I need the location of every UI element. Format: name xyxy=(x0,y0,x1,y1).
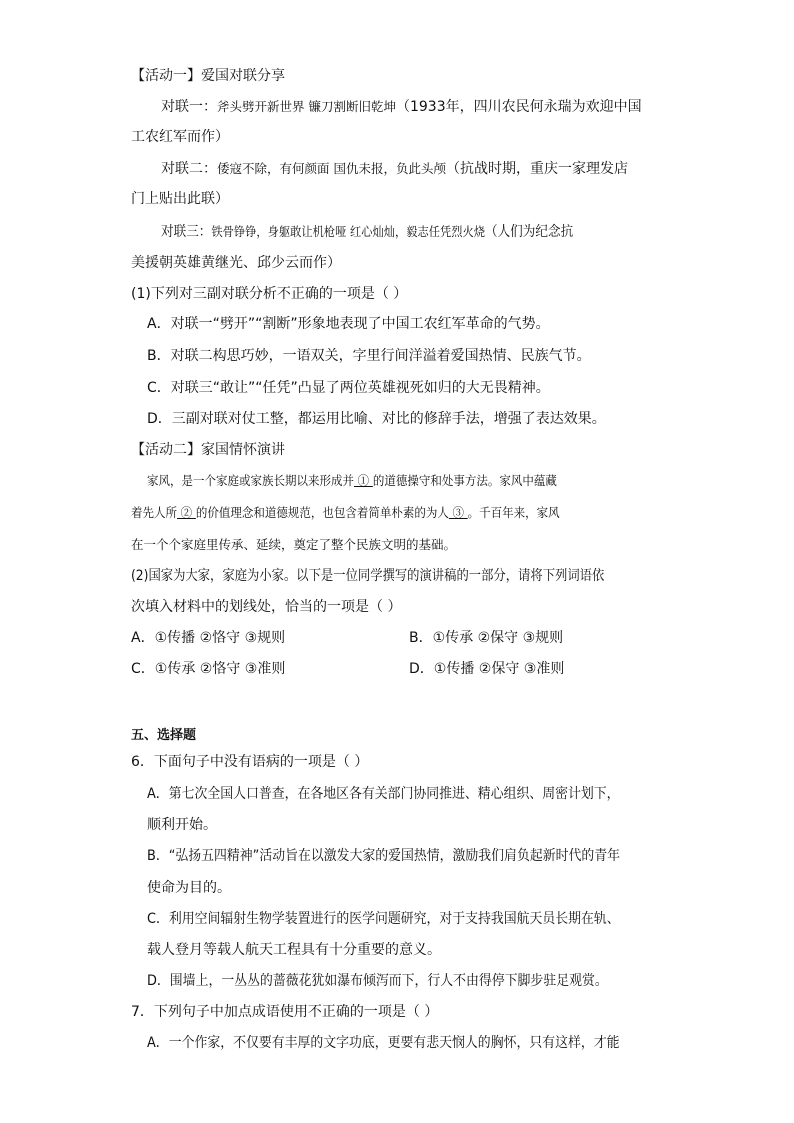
blank-3: ③ xyxy=(448,505,468,520)
activity2-heading: 【活动二】家国情怀演讲 xyxy=(131,442,285,458)
couplet1-line1 xyxy=(161,97,642,117)
couplet1-label: 对联一： xyxy=(161,99,217,115)
question2-stem-a: (2)国家为大家，家庭为小家。以下是一位同学撰写的演讲稿的一部分，请将下列词语依 xyxy=(131,568,605,584)
question6-option-a-line1: A．第七次全国人口普查，在各地区各有关部门协同推进、精心组织、周密计划下， xyxy=(147,786,620,802)
question6-option-b-line2: 使命为目的。 xyxy=(147,880,231,896)
question2-stem-b: 次填入材料中的划线处，恰当的一项是（ ） xyxy=(131,599,402,615)
couplet3-note-a: （人们为纪念抗 xyxy=(484,224,574,240)
couplet2-note-b: 门上贴出此联） xyxy=(131,191,229,207)
blank-2: ② xyxy=(177,505,196,520)
couplet2-line1 xyxy=(161,159,628,179)
couplet3-text: 铁骨铮铮，身躯敢让机枪哑 红心灿灿，毅志任凭烈火烧 xyxy=(211,224,485,239)
question2-option-b: B．①传承 ②保守 ③规则 xyxy=(409,630,564,646)
couplet2-label: 对联二： xyxy=(161,161,217,177)
couplet2-text: 倭寇不除，有何颜面 国仇未报，负此头颅 xyxy=(217,161,446,176)
question6-option-c-line1: C．利用空间辐射生物学装置进行的医学问题研究，对于支持我国航天员长期在轨、 xyxy=(147,911,620,927)
passage-line1: 家风，是一个家庭或家族长期以来形成并 ① 的道德操守和处事方法。家风中蕴藏 xyxy=(147,473,557,488)
question1-option-d: D．三副对联对仗工整，都运用比喻、对比的修辞手法，增强了表达效果。 xyxy=(147,411,606,427)
question6-option-a-line2: 顺利开始。 xyxy=(147,817,217,833)
question1-option-b: B．对联二构思巧妙，一语双关，字里行间洋溢着爱国热情、民族气节。 xyxy=(147,348,591,364)
question7-stem: 7．下列句子中加点成语使用不正确的一项是（ ） xyxy=(131,1004,439,1020)
question7-option-a-line1: A．一个作家，不仅要有丰厚的文字功底，更要有悲天悯人的胸怀，只有这样，才能 xyxy=(147,1035,620,1051)
question2-option-d: D．①传播 ②保守 ③准则 xyxy=(409,661,565,677)
couplet1-note-b: 工农红军而作） xyxy=(131,129,229,145)
couplet1-text: 斧头劈开新世界 镰刀割断旧乾坤 xyxy=(217,99,396,114)
couplet2-note-a: （抗战时期，重庆一家理发店 xyxy=(445,161,628,177)
question2-option-a: A．①传播 ②恪守 ③规则 xyxy=(131,630,286,646)
passage-line3: 在一个个家庭里传承、延续，奠定了整个民族文明的基础。 xyxy=(131,537,457,552)
question6-option-d: D．围墙上，一丛丛的蔷薇花犹如瀑布倾泻而下，行人不由得停下脚步驻足观赏。 xyxy=(147,973,608,989)
question2-option-c: C．①传承 ②恪守 ③准则 xyxy=(131,661,286,677)
blank-1: ① xyxy=(354,473,373,488)
question1-option-c: C．对联三“敢让”“任凭”凸显了两位英雄视死如归的大无畏精神。 xyxy=(147,380,550,396)
question1-option-a: A．对联一“劈开”“割断”形象地表现了中国工农红军革命的气势。 xyxy=(147,316,550,332)
section5-title: 五、选择题 xyxy=(131,728,197,743)
activity1-heading: 【活动一】爱国对联分享 xyxy=(131,68,285,84)
couplet3-note-b: 美援朝英雄黄继光、邱少云而作） xyxy=(131,255,341,271)
couplet1-note-a: （1933年，四川农民何永瑞为欢迎中国 xyxy=(395,99,642,115)
couplet3-line1 xyxy=(161,222,619,242)
question6-option-c-line2: 载人登月等载人航天工程具有十分重要的意义。 xyxy=(147,942,441,958)
question6-stem: 6．下面句子中没有语病的一项是（ ） xyxy=(131,754,369,770)
question1-stem: (1)下列对三副对联分析不正确的一项是（ ） xyxy=(131,286,408,302)
passage-line2: 着先人所 ② 的价值理念和道德规范，也包含着简单朴素的为人 ③ 。千百年来，家风 xyxy=(131,505,560,520)
question6-option-b-line1: B．“弘扬五四精神”活动旨在以激发大家的爱国热情，激励我们肩负起新时代的青年 xyxy=(147,848,620,864)
couplet3-label: 对联三： xyxy=(161,224,212,240)
